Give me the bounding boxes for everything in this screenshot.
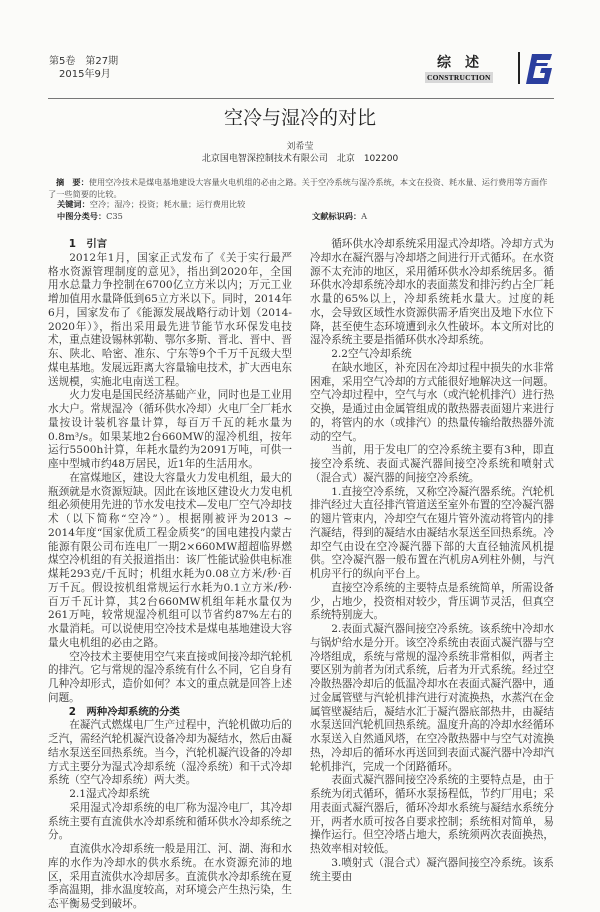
abstract	[48, 176, 554, 200]
journal-emblem-icon	[524, 52, 554, 86]
paragraph: 1.直接空冷系统，又称空冷凝汽器系统。汽轮机排汽经过大直径排汽管道送至室外布置的空冷凝汽器的翅片管束内，冷却空气在翅片管外流动将管内的排汽凝结，得到的凝结水由凝结水泵送至回热系统。冷却空气由设在空冷凝汽器下部的大直径轴流风机提供。空冷凝汽器一般布置在汽机房A列柱外侧，与汽机房平行的纵向平台上。	[310, 485, 554, 580]
left-column	[48, 238, 292, 912]
paragraph: 表面式凝汽器间接空冷系统的主要特点是，由于系统为闭式循环，循环水泵扬程低，节约厂用电；采用表面式凝汽器后，循环冷却水系统与凝结水系统分开，两者水质可按各自要求控制；系统相对简单，易操作运行。但空冷塔占地大，系统须两次表面换热，热效率相对较低。	[310, 774, 554, 855]
section-heading: 1 引言	[68, 238, 108, 250]
document-code	[312, 211, 367, 222]
issue-info	[49, 55, 118, 81]
keywords-label: 关键词：	[57, 199, 90, 209]
doc-code-value: A	[361, 211, 368, 221]
doc-code-label: 文献标识码：	[312, 211, 362, 221]
paragraph: 在凝汽式燃煤电厂生产过程中，汽轮机做功后的乏汽，需经汽轮机凝汽设备冷却为凝结水，然后由凝结水泵送至回热系统。当今，汽轮机凝汽设备的冷却方式主要分为湿式冷却系统（湿冷系统）和干式冷却系统（空气冷却系统）两大类。	[48, 719, 292, 787]
volume-issue: 第5卷 第27期	[49, 56, 119, 67]
paragraph: 火力发电是国民经济基础产业，同时也是工业用水大户。常规湿冷（循环供水冷却）火电厂全厂耗水量按设计装机容量计算，每百万千瓦的耗水量为0.8m³/s。如果某地2台660MW的湿冷机组，按年运行5500h计算，年耗水量约为2091万吨，可供一座中型城市约48万居民，近1年的生活用水。	[48, 389, 292, 470]
paragraph: 直接空冷系统的主要特点是系统简单，所需设备少，占地少，投资相对较少，背压调节灵活，但真空系统特别庞大。	[310, 581, 554, 622]
article-title: 空冷与湿冷的对比	[223, 107, 376, 129]
keywords	[57, 199, 245, 210]
classification	[57, 211, 123, 222]
subsection-heading: 2.1湿式冷却系统	[69, 788, 150, 800]
paragraph: 空冷技术主要使用空气来直接或间接冷却汽轮机的排汽。它与常规的湿冷系统有什么不同，它自身有几种冷却形式，造价如何？本文的重点就是回答上述问题。	[48, 650, 292, 704]
paragraph: 在富煤地区，建设大容量火力发电机组，最大的瓶颈就是水资源短缺。因此在该地区建设火力发电机组必须使用先进的节水发电技术—发电厂空气冷却技术（以下简称“空冷”）。根据刚被评为2013 ~ 2014年度“国家优质工程金质奖”的国电建投内蒙古能源有限公司布连电厂一期2×660MW超超临界燃煤空冷机组的有关报道指出：该厂性能试验供电标准煤耗293克/千瓦时；机组水耗为0.08立方米/秒·百万千瓦。假设按机组常规运行水耗为0.1立方米/秒·百万千瓦计算，其2台660MW机组年耗水量仅为261万吨，较常规湿冷机组可以节省约87%左右的水量消耗。可以说使用空冷技术是煤电基地建设大容量火电机组的必由之路。	[48, 471, 292, 649]
affiliation: 北京国电智深控制技术有限公司 北京 102200	[201, 154, 399, 164]
clc-value: C35	[106, 211, 123, 221]
paragraph: 采用湿式冷却系统的电厂称为湿冷电厂，其冷却系统主要有直流供水冷却系统和循环供水冷却系统之分。	[48, 801, 292, 842]
paragraph: 循环供水冷却系统采用湿式冷却塔。冷却方式为冷却水在凝汽器与冷却塔之间进行开式循环。在水资源不太充沛的地区，采用循环供水冷却系统居多。循环供水冷却系统冷却水的表面蒸发和排污约占全厂耗水量的65%以上，冷却系统耗水量大。过度的耗水，会导致区域性水资源供需矛盾突出及地下水位下降，甚至使生态环境遭到永久性破坏。本文所对比的湿冷系统主要是指循环供水冷却系统。	[310, 238, 554, 347]
paragraph: 当前，用于发电厂的空冷系统主要有3种，即直接空冷系统、表面式凝汽器间接空冷系统和喷射式（混合式）凝汽器的间接空冷系统。	[310, 444, 554, 484]
paragraph: 直流供水冷却系统一般是用江、河、湖、海和水库的水作为冷却水的供水系统。在水资源充沛的地区，采用直流供水冷却居多。直流供水冷却系统在夏季高温期，排水温度较高，对环境会产生热污染，生态平衡易受到破坏。	[48, 843, 292, 910]
paragraph: 在缺水地区，补充因在冷却过程中损失的水非常困难，采用空气冷却的方式能很好地解决这一问题。空气冷却过程中，空气与水（或汽轮机排汽）进行热交换，是通过由金属管组成的散热器表面翅片来进行的，将管内的水（或排汽）的热量传输给散热器外流动的空气。	[310, 361, 554, 443]
logo-divider	[518, 52, 520, 84]
header-rule	[48, 98, 554, 99]
journal-logo	[425, 52, 555, 94]
author: 刘希莹	[286, 142, 314, 152]
journal-name-en: CONSTRUCTION	[427, 73, 491, 82]
section-heading: 2 两种冷却系统的分类	[68, 705, 180, 718]
keywords-text: 空冷；湿冷；投资；耗水量；运行费用比较	[89, 199, 246, 209]
section-label: 综述	[437, 55, 493, 71]
paragraph: 3.喷射式（混合式）凝汽器间接空冷系统。该系统主要由	[310, 856, 554, 883]
abstract-text: 使用空冷技术是煤电基地建设大容量火电机组的必由之路。关于空冷系统与湿冷系统，本文在投资、耗水量、运行费用等方面作了一些简要的比较。	[48, 177, 548, 199]
paragraph: 2012年1月，国家正式发布了《关于实行最严格水资源管理制度的意见》，指出到2020年，全国用水总量力争控制在6700亿立方米以内；万元工业增加值用水量降低到65立方米以下。同时，2014年6月，国家发布了《能源发展战略行动计划（2014-2020年）》，指出采用最先进节能节水环保发电技术，重点建设锡林郭勒、鄂尔多斯、晋北、晋中、晋东、陕北、哈密、准东、宁东等9个千万千瓦级大型煤电基地。发展远距离大容量输电技术，扩大西电东送规模，实施北电南送工程。	[48, 251, 292, 388]
paragraph: 2.表面式凝汽器间接空冷系统。该系统中冷却水与锅炉给水是分开。该空冷系统由表面式凝汽器与空冷塔组成，系统与常规的湿冷系统非常相似，两者主要区别为前者为闭式系统，后者为开式系统。经过空冷散热器冷却后的低温冷却水在表面式凝汽器中，通过金属管壁与汽轮机排汽进行对流换热，水蒸汽在金属管壁凝结后，凝结水汇于凝汽器底部热井，由凝结水泵送回汽轮机回热系统。温度升高的冷却水经循环水泵送入自然通风塔，在空冷散热器中与空气对流换热，冷却后的循环水再送回到表面式凝汽器中冷却汽轮机排汽，完成一个闭路循环。	[310, 623, 554, 773]
clc-label: 中图分类号：	[57, 211, 107, 221]
subsection-heading: 2.2空气冷却系统	[331, 348, 412, 360]
right-column	[310, 238, 554, 884]
abstract-label: 摘 要：	[56, 177, 89, 187]
issue-date: 2015年9月	[59, 69, 111, 80]
